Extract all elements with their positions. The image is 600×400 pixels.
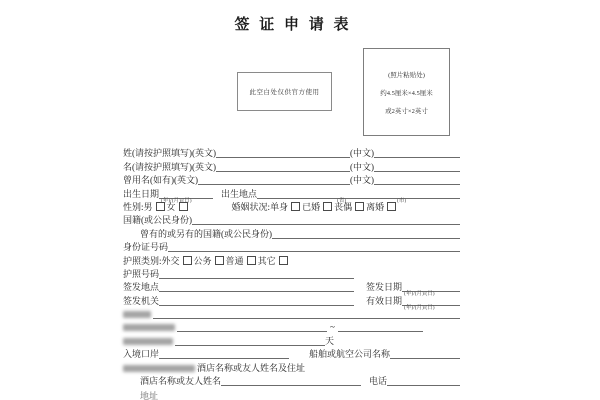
passport-diplomatic-label: 外交 bbox=[161, 255, 180, 266]
birthplace-province-hint: (省) bbox=[337, 197, 347, 204]
photo-box bbox=[363, 48, 450, 136]
form-body bbox=[123, 146, 460, 387]
official-use-text: 此空白处仅供官方使用 bbox=[249, 89, 320, 96]
days-suffix-label: 天 bbox=[325, 335, 335, 346]
issue-place-field-line bbox=[159, 281, 354, 292]
marital-single-label: 单身 bbox=[270, 201, 289, 212]
surname-field-line bbox=[216, 147, 350, 158]
birthplace-field-line bbox=[257, 188, 460, 204]
dob-date-format-hint: (年)/(月)/(日) bbox=[161, 197, 192, 204]
redacted-field-line bbox=[153, 308, 460, 319]
passport-service-label: 公务 bbox=[193, 255, 212, 266]
issue-authority-label: 签发机关 bbox=[123, 295, 160, 306]
issue-date-field-line bbox=[402, 281, 460, 298]
phone-label: 电话 bbox=[369, 376, 388, 387]
valid-until-label: 有效日期 bbox=[366, 295, 403, 306]
checkbox-other-icon bbox=[279, 256, 288, 265]
birthplace-label: 出生地点 bbox=[221, 188, 258, 199]
row-issue-authority-validity bbox=[123, 293, 460, 311]
row-surname bbox=[123, 146, 460, 159]
marital-divorced-label: 离婚 bbox=[366, 201, 385, 212]
former-name-chinese-label: (中文) bbox=[350, 175, 374, 186]
given-name-field-line bbox=[216, 161, 350, 172]
photo-box-line3: 或2英寸×2英寸 bbox=[385, 107, 428, 115]
row-hotel-section bbox=[123, 360, 460, 373]
passport-number-field-line bbox=[159, 268, 354, 279]
former-name-chinese-field-line bbox=[374, 174, 460, 185]
photo-box-line2: 约4.5厘米×4.5厘米 bbox=[380, 89, 433, 97]
carrier-field-line bbox=[390, 348, 460, 359]
row-given-name bbox=[123, 159, 460, 172]
duration-field-line bbox=[175, 335, 325, 346]
surname-chinese-label: (中文) bbox=[350, 148, 374, 159]
given-name-chinese-label: (中文) bbox=[350, 161, 374, 172]
birthplace-city-hint: (市) bbox=[397, 197, 407, 204]
redacted-label bbox=[123, 324, 175, 331]
gender-female-label: 女 bbox=[166, 201, 176, 212]
former-nationality-field-line bbox=[272, 228, 460, 239]
dob-label: 出生日期 bbox=[123, 188, 160, 199]
row-redacted-date-range bbox=[123, 320, 460, 333]
phone-field-line bbox=[387, 375, 460, 386]
passport-ordinary-label: 普通 bbox=[225, 255, 244, 266]
row-passport-number bbox=[123, 267, 460, 280]
row-former-nationality bbox=[123, 226, 460, 239]
photo-box-line1: (照片粘贴处) bbox=[388, 71, 425, 79]
entry-port-label: 入境口岸 bbox=[123, 349, 160, 360]
carrier-label: 船舶或航空公司名称 bbox=[309, 349, 391, 360]
id-number-label: 身份证号码 bbox=[123, 242, 169, 253]
official-use-box bbox=[237, 72, 332, 111]
former-name-label: 曾用名(如有)(英文) bbox=[123, 175, 198, 186]
hotel-name-field-line bbox=[221, 375, 361, 386]
id-number-field-line bbox=[168, 241, 460, 252]
marital-married-label: 已婚 bbox=[302, 201, 321, 212]
row-birth bbox=[123, 186, 460, 204]
passport-number-label: 护照号码 bbox=[123, 268, 160, 279]
row-issue-place-date bbox=[123, 280, 460, 298]
valid-until-format-hint: (年)/(月)/(日) bbox=[404, 304, 435, 311]
passport-type-service bbox=[194, 255, 226, 267]
given-name-chinese-field-line bbox=[374, 161, 460, 172]
passport-type-other bbox=[258, 255, 290, 267]
marital-option-divorced bbox=[366, 201, 398, 213]
gender-label: 性别: bbox=[123, 201, 144, 212]
dob-field-line bbox=[159, 188, 213, 204]
issue-place-label: 签发地点 bbox=[123, 282, 160, 293]
checkbox-service-icon bbox=[215, 256, 224, 265]
date-range-from-line bbox=[177, 321, 327, 332]
checkbox-single-icon bbox=[291, 202, 300, 211]
issue-date-format-hint: (年)/(月)/(日) bbox=[404, 291, 435, 298]
passport-type-label: 护照类别: bbox=[123, 255, 162, 266]
valid-until-field-line bbox=[402, 295, 460, 311]
passport-type-ordinary bbox=[226, 255, 258, 267]
issue-date-label: 签发日期 bbox=[366, 282, 403, 293]
former-name-field-line bbox=[198, 174, 350, 185]
tilde-separator: ~ bbox=[330, 322, 335, 333]
nationality-field-line bbox=[192, 214, 460, 225]
row-id-number bbox=[123, 240, 460, 253]
entry-port-field-line bbox=[159, 348, 289, 359]
redacted-label bbox=[123, 311, 151, 318]
row-hotel-name-phone bbox=[123, 374, 460, 387]
passport-other-label: 其它 bbox=[257, 255, 276, 266]
gender-male-label: 男 bbox=[143, 201, 153, 212]
given-name-label: 名(请按护照填写)(英文) bbox=[123, 161, 216, 172]
row-redacted-1 bbox=[123, 304, 460, 320]
marital-option-single bbox=[270, 201, 302, 213]
hotel-name-label: 酒店名称或友人姓名 bbox=[140, 376, 222, 387]
row-nationality bbox=[123, 213, 460, 226]
surname-chinese-field-line bbox=[374, 147, 460, 158]
date-range-to-line bbox=[338, 321, 423, 332]
former-nationality-label: 曾有的或另有的国籍(或公民身份) bbox=[140, 228, 272, 239]
checkbox-married-icon bbox=[323, 202, 332, 211]
address-label-partial: 地址 bbox=[140, 391, 159, 400]
surname-label: 姓(请按护照填写)(英文) bbox=[123, 148, 216, 159]
checkbox-ordinary-icon bbox=[247, 256, 256, 265]
redacted-label bbox=[123, 365, 195, 372]
checkbox-divorced-icon bbox=[387, 202, 396, 211]
checkbox-widowed-icon bbox=[355, 202, 364, 211]
page-title: 签 证 申 请 表 bbox=[234, 17, 352, 33]
nationality-label: 国籍(或公民身份) bbox=[123, 215, 192, 226]
row-entry-port bbox=[123, 347, 460, 360]
checkbox-diplomatic-icon bbox=[183, 256, 192, 265]
marital-status-label: 婚姻状况: bbox=[231, 201, 271, 212]
hotel-section-label: 酒店名称或友人姓名及住址 bbox=[197, 362, 306, 373]
redacted-label bbox=[123, 338, 173, 345]
marital-option-married bbox=[302, 201, 334, 213]
row-passport-type bbox=[123, 253, 460, 266]
passport-type-diplomatic bbox=[162, 255, 194, 267]
issue-authority-field-line bbox=[159, 295, 354, 306]
marital-widowed-label: 丧偶 bbox=[334, 201, 353, 212]
row-former-name bbox=[123, 173, 460, 186]
row-redacted-duration bbox=[123, 333, 460, 346]
